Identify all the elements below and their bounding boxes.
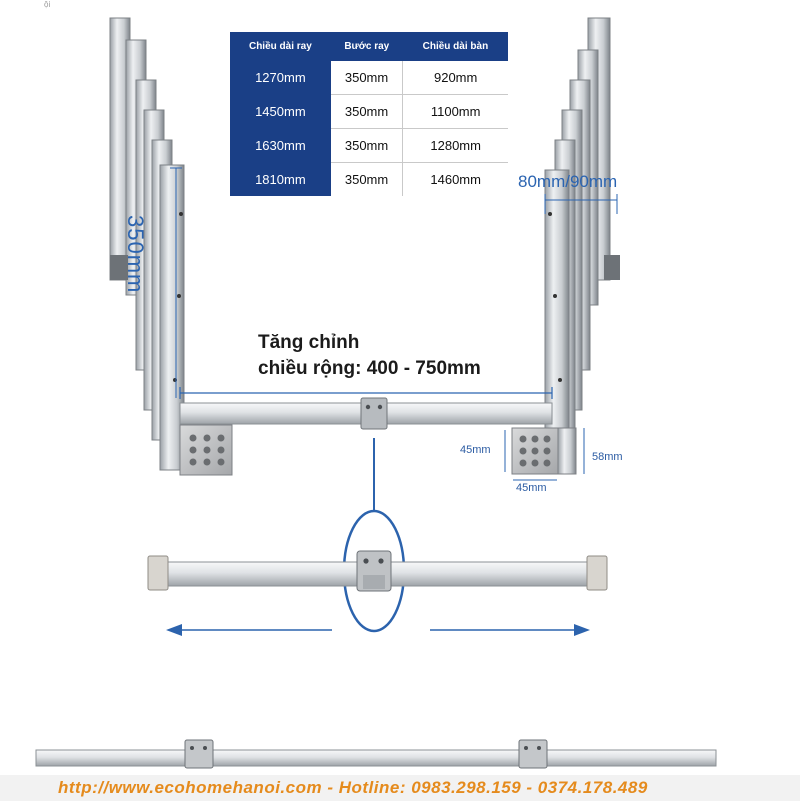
left-mounting-plate: [180, 425, 232, 475]
adjustment-line-2: chiều rộng: 400 - 750mm: [258, 358, 481, 379]
rail-step-cell: 350mm: [331, 61, 403, 95]
table-length-cell: 1280mm: [403, 129, 508, 163]
right-mounting-plate: [512, 428, 576, 474]
rail-length-cell: 1450mm: [230, 95, 331, 129]
footer-bar: [0, 775, 800, 801]
rail-length-cell: 1810mm: [230, 163, 331, 197]
plate-height-left-label: 45mm: [460, 444, 491, 456]
table-length-cell: 920mm: [403, 61, 508, 95]
table-length-cell: 1100mm: [403, 95, 508, 129]
rail-step-cell: 350mm: [331, 95, 403, 129]
header-rail-step: Bước ray: [331, 32, 403, 61]
spec-table-header: [230, 32, 508, 61]
rail-step-cell: 350mm: [331, 163, 403, 197]
profile-width-dimension-label: 80mm/90mm: [518, 172, 618, 191]
spec-table: [230, 32, 508, 196]
table-length-cell: 1460mm: [403, 163, 508, 197]
header-rail-length: Chiều dài ray: [230, 32, 331, 61]
right-rail-stack: [545, 18, 620, 470]
adjustable-cross-bar: [148, 551, 607, 591]
table-row: [230, 163, 508, 197]
table-row: [230, 95, 508, 129]
table-row: [230, 129, 508, 163]
rail-length-cell: 1270mm: [230, 61, 331, 95]
plate-height-right-label: 58mm: [592, 451, 623, 463]
width-adjustment-text: [258, 330, 481, 382]
rail-length-cell: 1630mm: [230, 129, 331, 163]
table-row: [230, 61, 508, 95]
header-table-length: Chiều dài bàn: [403, 32, 508, 61]
plate-width-bottom-label: 45mm: [516, 482, 547, 494]
rail-step-cell: 350mm: [331, 129, 403, 163]
adjustment-line-1: Tăng chỉnh: [258, 332, 360, 353]
rail-step-dimension-label: 350mm: [123, 215, 148, 294]
top-corner-mark: ội: [44, 0, 51, 9]
bottom-long-bar: [36, 740, 716, 768]
footer-contact-text: http://www.ecohomehanoi.com - Hotline: 0983.298.159 - 0374.178.489: [58, 778, 648, 797]
